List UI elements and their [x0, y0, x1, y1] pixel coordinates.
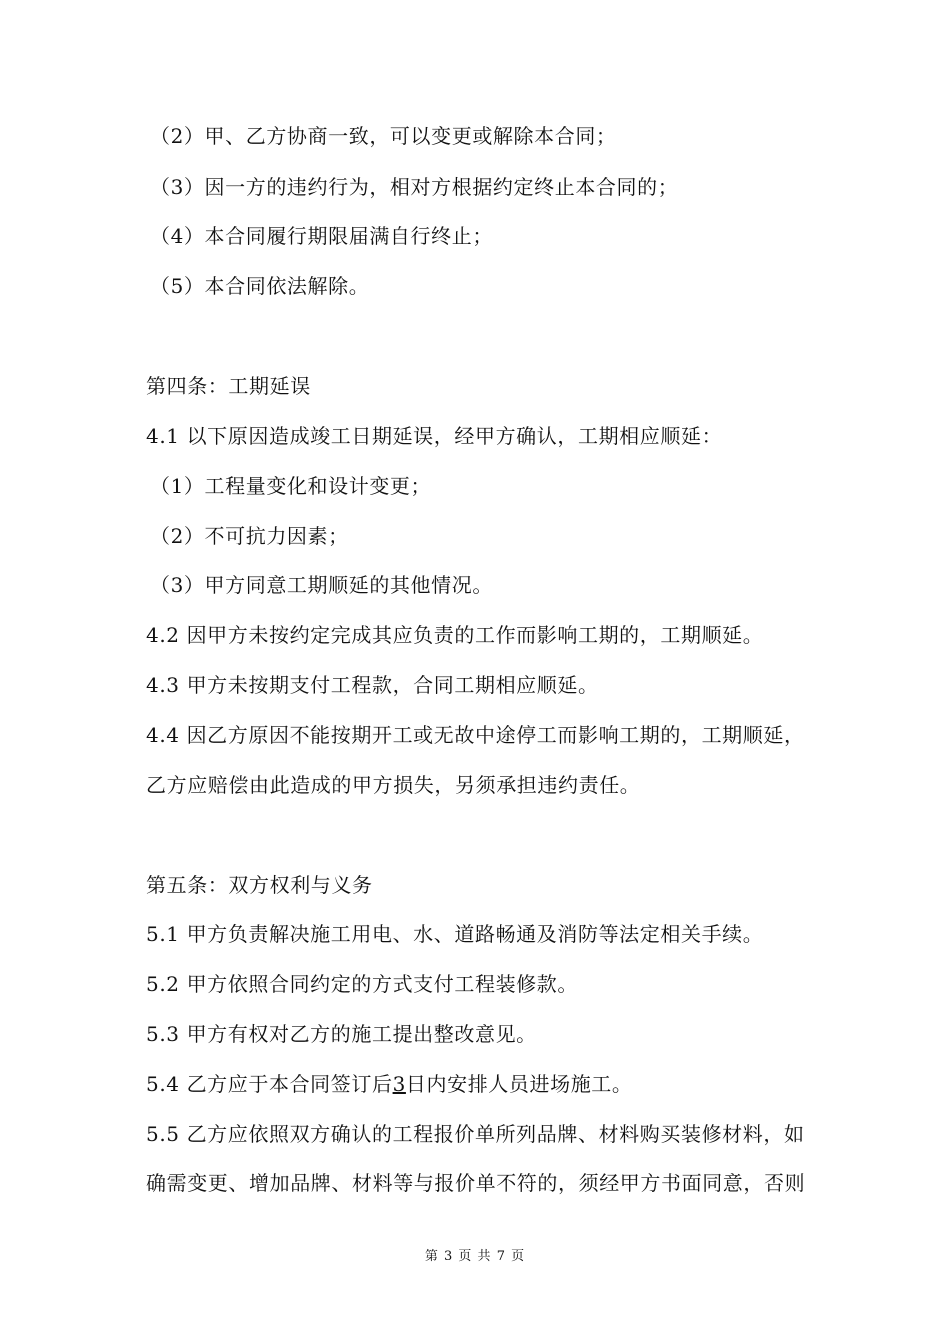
clause3-item-4: （4）本合同履行期限届满自行终止；	[150, 224, 493, 248]
article5-p54-suffix: 日内安排人员进场施工。	[405, 1072, 633, 1096]
article4-p44-line2: 乙方应赔偿由此造成的甲方损失，另须承担违约责任。	[146, 773, 641, 797]
article5-title: 第五条：双方权利与义务	[146, 873, 373, 897]
article5-p51: 5.1 甲方负责解决施工用电、水、道路畅通及消防等法定相关手续。	[146, 922, 764, 946]
article4-p41-item-1: （1）工程量变化和设计变更；	[150, 474, 432, 498]
article5-p55-line2: 确需变更、增加品牌、材料等与报价单不符的，须经甲方书面同意，否则	[146, 1171, 806, 1195]
article4-p44-line1: 4.4 因乙方原因不能按期开工或无故中途停工而影响工期的，工期顺延，	[146, 723, 805, 747]
article5-p53: 5.3 甲方有权对乙方的施工提出整改意见。	[146, 1022, 537, 1046]
article4-title: 第四条：工期延误	[146, 374, 311, 398]
article4-p41: 4.1 以下原因造成竣工日期延误，经甲方确认，工期相应顺延：	[146, 424, 723, 448]
article4-p42: 4.2 因甲方未按约定完成其应负责的工作而影响工期的，工期顺延。	[146, 623, 764, 647]
article4-p41-item-3: （3）甲方同意工期顺延的其他情况。	[150, 573, 493, 597]
article4-p43: 4.3 甲方未按期支付工程款，合同工期相应顺延。	[146, 673, 599, 697]
clause3-item-2: （2）甲、乙方协商一致，可以变更或解除本合同；	[150, 124, 617, 148]
article5-p54-days: 3	[392, 1072, 406, 1096]
page-number-footer: 第 3 页 共 7 页	[424, 1249, 526, 1264]
article5-p54-prefix: 5.4 乙方应于本合同签订后	[146, 1072, 393, 1096]
article5-p54	[146, 1071, 633, 1097]
clause3-item-5: （5）本合同依法解除。	[150, 274, 370, 298]
article4-p41-item-2: （2）不可抗力因素；	[150, 524, 349, 548]
article5-p52: 5.2 甲方依照合同约定的方式支付工程装修款。	[146, 972, 578, 996]
clause3-item-3: （3）因一方的违约行为，相对方根据约定终止本合同的；	[150, 175, 679, 199]
article5-p55-line1: 5.5 乙方应依照双方确认的工程报价单所列品牌、材料购买装修材料，如	[146, 1122, 805, 1146]
